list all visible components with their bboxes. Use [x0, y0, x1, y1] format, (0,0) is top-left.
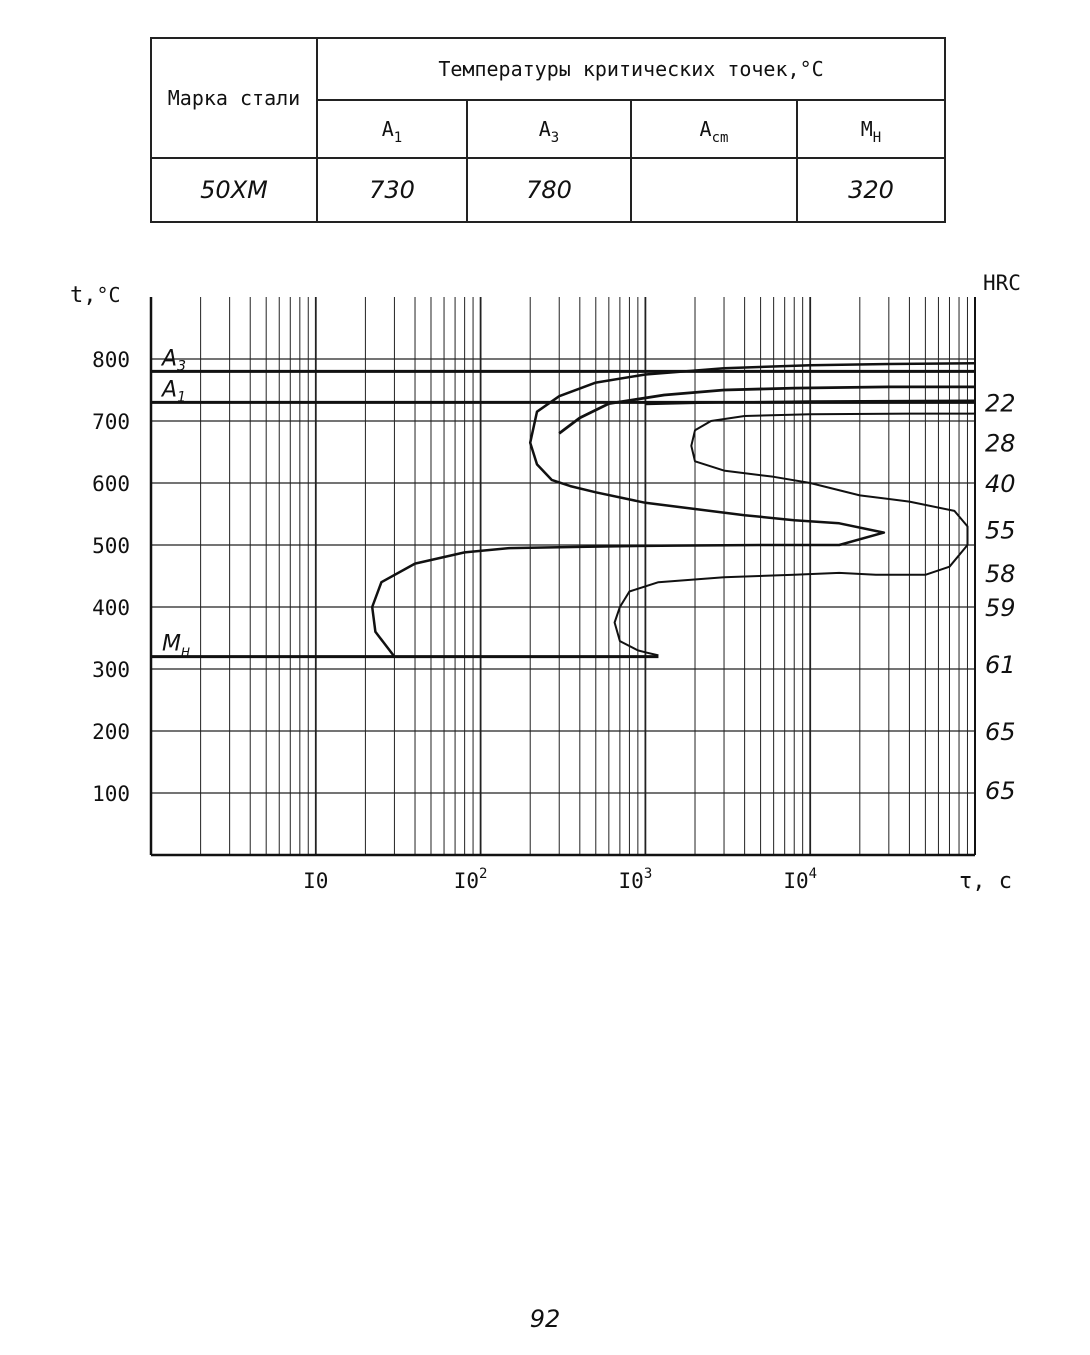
hrc-label: 22: [985, 389, 1016, 418]
x-tick-label: $I0^4$: [783, 866, 818, 893]
steel-grade-header: Марка стали: [151, 38, 317, 158]
critical-temperatures-header: Температуры критических точек,°С: [317, 38, 945, 100]
hrc-label: 61: [985, 651, 1016, 680]
hrc-label: 65: [985, 718, 1016, 746]
reference-line-label: $A_3$: [162, 346, 186, 375]
hrc-label: 65: [985, 776, 1016, 805]
col-mn: $M_H$: [797, 100, 945, 158]
hrc-label: 58: [985, 559, 1016, 588]
y-tick-label: 800: [92, 348, 130, 372]
reference-line-label: $A_1$: [162, 377, 186, 406]
cell-mn: 320: [797, 158, 945, 222]
y-tick-label: 400: [92, 596, 130, 620]
cell-steel-grade: 50ХМ: [151, 158, 317, 222]
hrc-label: 55: [985, 516, 1016, 545]
x-axis-label: τ, с: [959, 869, 1012, 894]
x-tick-label: $I0^3$: [618, 866, 653, 893]
reference-line-label: $M_н$: [162, 631, 191, 660]
cell-a1: 730: [317, 158, 467, 222]
y-tick-label: 100: [92, 782, 130, 806]
col-a3: $A_3$: [467, 100, 631, 158]
y-tick-label: 600: [92, 472, 130, 496]
y-axis-label: t,°С: [70, 283, 121, 308]
cell-a3: 780: [467, 158, 631, 222]
col-a1: $A_1$: [317, 100, 467, 158]
y-tick-label: 300: [92, 658, 130, 682]
y-tick-label: 700: [92, 410, 130, 434]
hrc-label: 59: [985, 594, 1016, 622]
transformation-end-curve: [559, 387, 975, 434]
hrc-label: 40: [985, 470, 1016, 498]
hrc-label: 28: [985, 429, 1016, 458]
x-tick-label: I0: [303, 869, 329, 893]
transformation-start-curve: [372, 363, 975, 656]
y-tick-label: 200: [92, 720, 130, 744]
x-tick-label: $I0^2$: [453, 866, 488, 893]
pearlite-end-curve: [615, 414, 975, 656]
y-tick-label: 500: [92, 534, 130, 558]
col-acm: $A_{cm}$: [631, 100, 797, 158]
page-number: 92: [529, 1305, 561, 1333]
hrc-axis-label: HRC: [983, 271, 1021, 295]
